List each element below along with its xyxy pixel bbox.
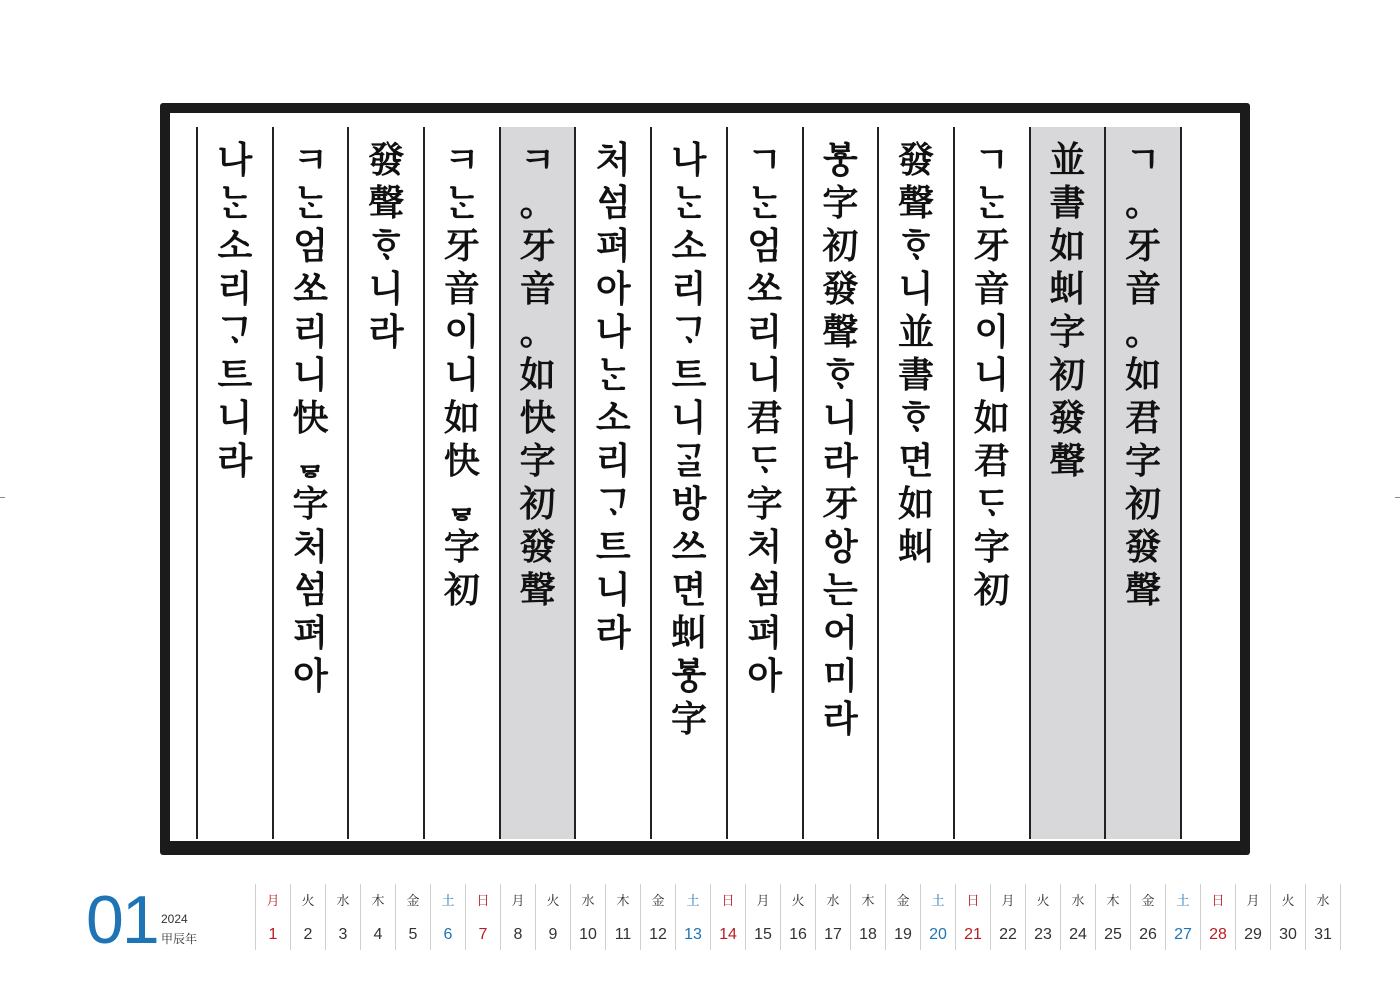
glyph: 나 xyxy=(595,311,631,353)
glyph: 初 xyxy=(1049,354,1086,396)
glyph: 發 xyxy=(519,526,556,568)
glyph: 字 xyxy=(1049,311,1086,353)
day-cell xyxy=(1095,884,1130,950)
glyph: 字 xyxy=(1125,440,1162,482)
weekday-label: 水 xyxy=(1316,893,1330,908)
glyph: 君 xyxy=(1125,397,1162,439)
glyph: 初 xyxy=(519,483,556,525)
era-label: 甲辰年 xyxy=(161,932,198,946)
glyph: 처 xyxy=(293,526,328,568)
day-number: 24 xyxy=(1069,926,1087,943)
glyph: 는 xyxy=(822,569,858,611)
weekday-label: 月 xyxy=(266,893,280,908)
glyph: ㄱ xyxy=(974,139,1010,181)
glyph: ᄃᆞ xyxy=(974,483,1010,525)
glyph: ㄱ xyxy=(1125,139,1161,181)
manuscript-column xyxy=(650,127,726,839)
day-number: 30 xyxy=(1279,926,1297,943)
glyph: ᄂᆞᆫ xyxy=(444,182,480,224)
glyph: 。 xyxy=(1125,311,1162,353)
glyph: ᄂᆞᆫ xyxy=(747,182,783,224)
day-number: 7 xyxy=(478,926,488,943)
day-cell xyxy=(465,884,500,950)
glyph: 처 xyxy=(595,139,631,181)
glyph: 면 xyxy=(898,440,934,482)
glyph: ᄂᆞᆫ xyxy=(595,354,631,396)
glyph: ᄫᅮᆼ xyxy=(822,139,858,181)
glyph: 니 xyxy=(368,268,404,310)
day-cell xyxy=(885,884,920,950)
day-number: 1 xyxy=(268,926,278,943)
glyph: 라 xyxy=(822,698,858,740)
weekday-label: 水 xyxy=(826,893,840,908)
glyph: 니 xyxy=(217,397,253,439)
weekday-label: 金 xyxy=(406,893,420,908)
manuscript-column xyxy=(953,127,1029,839)
day-cell xyxy=(990,884,1025,950)
glyph: 音 xyxy=(519,268,556,310)
day-cell xyxy=(815,884,850,950)
glyph: 聲 xyxy=(519,569,556,611)
glyph: 初 xyxy=(973,569,1010,611)
day-number: 14 xyxy=(719,926,737,943)
glyph: ᄂᆞᆫ xyxy=(671,182,707,224)
glyph: 。 xyxy=(519,311,556,353)
glyph: 並 xyxy=(1049,139,1086,181)
weekday-label: 土 xyxy=(686,893,700,908)
glyph: 字 xyxy=(973,526,1010,568)
manuscript-column xyxy=(1029,127,1105,839)
day-number: 31 xyxy=(1314,926,1332,943)
glyph: ᄀᆞᆯ xyxy=(671,440,707,482)
weekday-label: 土 xyxy=(441,893,455,908)
glyph: 字 xyxy=(443,526,480,568)
glyph: 虯 xyxy=(898,526,935,568)
weekday-label: 金 xyxy=(1141,893,1155,908)
day-number: 5 xyxy=(408,926,418,943)
glyph: 字 xyxy=(746,483,783,525)
weekday-label: 土 xyxy=(931,893,945,908)
glyph: 니 xyxy=(898,268,934,310)
glyph: 트 xyxy=(217,354,253,396)
glyph: 快 xyxy=(443,440,480,482)
day-cell xyxy=(920,884,955,950)
crop-mark-right xyxy=(1395,497,1400,498)
glyph: ᅌᅡᆼ xyxy=(822,526,858,568)
glyph: 니 xyxy=(747,354,783,396)
glyph: 트 xyxy=(671,354,707,396)
day-cell xyxy=(605,884,640,950)
manuscript-column xyxy=(272,127,348,839)
glyph: 리 xyxy=(671,268,707,310)
weekday-label: 木 xyxy=(616,893,630,908)
glyph: ㅋ xyxy=(520,139,555,181)
glyph: ㅋ xyxy=(444,139,480,181)
day-cell xyxy=(710,884,745,950)
weekday-label: 月 xyxy=(511,893,525,908)
day-cell xyxy=(395,884,430,950)
day-number: 16 xyxy=(789,926,807,943)
glyph: 니 xyxy=(822,397,858,439)
glyph: 如 xyxy=(898,483,935,525)
glyph: 펴 xyxy=(747,612,783,654)
day-cell xyxy=(255,884,290,950)
glyph: 君 xyxy=(973,440,1010,482)
manuscript-column xyxy=(196,127,272,839)
glyph: 如 xyxy=(443,397,480,439)
weekday-label: 水 xyxy=(581,893,595,908)
glyph: ᄫᅮᆼ xyxy=(671,655,707,697)
glyph: ᅀᅥᆷ xyxy=(293,569,328,611)
glyph: 리 xyxy=(217,268,253,310)
weekday-label: 金 xyxy=(896,893,910,908)
glyph: 라 xyxy=(822,440,858,482)
glyph: 아 xyxy=(595,268,631,310)
manuscript-column xyxy=(877,127,953,839)
glyph: ᄃᆞ xyxy=(747,440,783,482)
glyph: 如 xyxy=(1125,354,1162,396)
weekday-label: 日 xyxy=(721,893,735,908)
glyph: 字 xyxy=(822,182,859,224)
glyph: 虯 xyxy=(1049,268,1086,310)
glyph: 牙 xyxy=(443,225,480,267)
day-cell xyxy=(1165,884,1200,950)
glyph: 니 xyxy=(974,354,1010,396)
glyph: 아 xyxy=(293,655,328,697)
day-number: 2 xyxy=(303,926,313,943)
glyph: 니 xyxy=(595,569,631,611)
manuscript-page xyxy=(170,113,1240,841)
day-number: 23 xyxy=(1034,926,1052,943)
day-number: 21 xyxy=(964,926,982,943)
glyph: ㅋ xyxy=(293,139,328,181)
day-cell xyxy=(745,884,780,950)
weekday-label: 火 xyxy=(1281,893,1295,908)
manuscript-columns xyxy=(196,127,1182,839)
day-cell xyxy=(1200,884,1235,950)
day-cell xyxy=(325,884,360,950)
glyph: 字 xyxy=(519,440,556,482)
day-number: 3 xyxy=(338,926,348,943)
glyph: 이 xyxy=(444,311,480,353)
glyph: 牙 xyxy=(1125,225,1162,267)
glyph: 發 xyxy=(822,268,859,310)
glyph: ᄀᆞ xyxy=(671,311,707,353)
weekday-label: 月 xyxy=(1001,893,1015,908)
day-number: 12 xyxy=(649,926,667,943)
glyph: 初 xyxy=(443,569,480,611)
glyph: 소 xyxy=(595,397,631,439)
day-number: 6 xyxy=(443,926,453,943)
day-cell xyxy=(360,884,395,950)
glyph: ᄒᆞ xyxy=(898,397,934,439)
glyph: 라 xyxy=(595,612,631,654)
glyph: 牙 xyxy=(973,225,1010,267)
glyph: ᄂᆞᆫ xyxy=(974,182,1010,224)
day-cell xyxy=(290,884,325,950)
glyph: 字 xyxy=(670,698,707,740)
weekday-label: 木 xyxy=(371,893,385,908)
day-number: 22 xyxy=(999,926,1017,943)
day-number: 10 xyxy=(579,926,597,943)
glyph: 虯 xyxy=(670,612,707,654)
month-number: 01 xyxy=(86,882,158,958)
glyph: ᄒᆞ xyxy=(898,225,934,267)
glyph: ᇢ xyxy=(293,440,328,482)
glyph: 리 xyxy=(747,311,783,353)
day-number: 27 xyxy=(1174,926,1192,943)
manuscript-column xyxy=(726,127,802,839)
day-cell xyxy=(430,884,465,950)
day-cell xyxy=(850,884,885,950)
glyph: 라 xyxy=(217,440,253,482)
glyph: 리 xyxy=(293,311,328,353)
glyph: 쏘 xyxy=(293,268,328,310)
manuscript-frame xyxy=(160,103,1250,855)
glyph: 나 xyxy=(217,139,253,181)
glyph: 快 xyxy=(292,397,329,439)
glyph: ᄒᆞ xyxy=(822,354,858,396)
glyph: ᄀᆞ xyxy=(217,311,253,353)
glyph: 라 xyxy=(368,311,404,353)
glyph: 如 xyxy=(1049,225,1086,267)
day-cell xyxy=(1025,884,1060,950)
day-cell xyxy=(1130,884,1165,950)
day-number: 13 xyxy=(684,926,702,943)
glyph: 書 xyxy=(1049,182,1086,224)
glyph: 聲 xyxy=(898,182,935,224)
glyph: 君 xyxy=(746,397,783,439)
glyph: 미 xyxy=(822,655,858,697)
glyph: 快 xyxy=(519,397,556,439)
manuscript-column xyxy=(499,127,575,839)
weekday-label: 木 xyxy=(861,893,875,908)
weekday-label: 水 xyxy=(336,893,350,908)
day-cell xyxy=(640,884,675,950)
weekday-label: 木 xyxy=(1106,893,1120,908)
glyph: ㄱ xyxy=(747,139,783,181)
weekday-label: 火 xyxy=(301,893,315,908)
glyph: 쏘 xyxy=(747,268,783,310)
day-cell xyxy=(1270,884,1305,950)
day-strip xyxy=(255,884,1341,950)
day-number: 15 xyxy=(754,926,772,943)
glyph: 牙 xyxy=(822,483,859,525)
glyph: ᄂᆞᆫ xyxy=(293,182,328,224)
weekday-label: 水 xyxy=(1071,893,1085,908)
day-number: 25 xyxy=(1104,926,1122,943)
glyph: 니 xyxy=(444,354,480,396)
day-cell xyxy=(675,884,710,950)
glyph: 牙 xyxy=(519,225,556,267)
glyph: 並 xyxy=(898,311,935,353)
glyph: ᅀᅥᆷ xyxy=(747,569,783,611)
glyph: ᅀᅥᆷ xyxy=(595,182,631,224)
glyph: ᄀᆞ xyxy=(595,483,631,525)
glyph: 字 xyxy=(292,483,329,525)
weekday-label: 月 xyxy=(756,893,770,908)
glyph: 트 xyxy=(595,526,631,568)
glyph: ᄂᆞᆫ xyxy=(217,182,253,224)
glyph: 어 xyxy=(822,612,858,654)
day-cell xyxy=(500,884,535,950)
glyph: 初 xyxy=(822,225,859,267)
glyph: 發 xyxy=(368,139,405,181)
glyph: 소 xyxy=(671,225,707,267)
glyph: 리 xyxy=(595,440,631,482)
day-cell xyxy=(1235,884,1270,950)
manuscript-column xyxy=(347,127,423,839)
day-number: 20 xyxy=(929,926,947,943)
glyph: 엄 xyxy=(293,225,328,267)
glyph: 如 xyxy=(519,354,556,396)
glyph: 니 xyxy=(671,397,707,439)
glyph: 音 xyxy=(443,268,480,310)
day-number: 28 xyxy=(1209,926,1227,943)
glyph: 聲 xyxy=(822,311,859,353)
glyph: 。 xyxy=(1125,182,1162,224)
manuscript-column xyxy=(423,127,499,839)
day-number: 26 xyxy=(1139,926,1157,943)
glyph: 쓰 xyxy=(671,526,707,568)
manuscript-column xyxy=(1104,127,1182,839)
glyph: 처 xyxy=(747,526,783,568)
glyph: 聲 xyxy=(368,182,405,224)
glyph: 音 xyxy=(1125,268,1162,310)
weekday-label: 金 xyxy=(651,893,665,908)
manuscript-column xyxy=(574,127,650,839)
glyph: 이 xyxy=(974,311,1010,353)
glyph: 。 xyxy=(519,182,556,224)
weekday-label: 土 xyxy=(1176,893,1190,908)
day-cell xyxy=(1060,884,1095,950)
year-label: 2024 xyxy=(161,912,188,926)
weekday-label: 日 xyxy=(1211,893,1225,908)
glyph: 發 xyxy=(1125,526,1162,568)
glyph: 펴 xyxy=(293,612,328,654)
glyph: 면 xyxy=(671,569,707,611)
weekday-label: 月 xyxy=(1246,893,1260,908)
glyph: 아 xyxy=(747,655,783,697)
glyph: 發 xyxy=(1049,397,1086,439)
day-number: 9 xyxy=(548,926,558,943)
day-number: 11 xyxy=(614,926,632,943)
glyph: 聲 xyxy=(1049,440,1086,482)
day-number: 29 xyxy=(1244,926,1262,943)
glyph: 發 xyxy=(898,139,935,181)
glyph: 소 xyxy=(217,225,253,267)
glyph: 펴 xyxy=(595,225,631,267)
glyph: 聲 xyxy=(1125,569,1162,611)
manuscript-column xyxy=(802,127,878,839)
day-number: 8 xyxy=(513,926,523,943)
day-number: 4 xyxy=(373,926,383,943)
glyph: 방 xyxy=(671,483,707,525)
day-cell xyxy=(570,884,605,950)
day-cell xyxy=(955,884,990,950)
day-cell xyxy=(780,884,815,950)
glyph: 音 xyxy=(973,268,1010,310)
glyph: ᄒᆞ xyxy=(368,225,404,267)
weekday-label: 日 xyxy=(966,893,980,908)
day-number: 18 xyxy=(859,926,877,943)
day-number: 19 xyxy=(894,926,912,943)
day-cell xyxy=(535,884,570,950)
weekday-label: 日 xyxy=(476,893,490,908)
glyph: 나 xyxy=(671,139,707,181)
day-number: 17 xyxy=(824,926,842,943)
glyph: 初 xyxy=(1125,483,1162,525)
glyph: 書 xyxy=(898,354,935,396)
weekday-label: 火 xyxy=(1036,893,1050,908)
glyph: 如 xyxy=(973,397,1010,439)
crop-mark-left xyxy=(0,497,5,498)
glyph: ᇢ xyxy=(444,483,480,525)
day-cell xyxy=(1305,884,1341,950)
weekday-label: 火 xyxy=(546,893,560,908)
glyph: 니 xyxy=(293,354,328,396)
glyph: 엄 xyxy=(747,225,783,267)
weekday-label: 火 xyxy=(791,893,805,908)
